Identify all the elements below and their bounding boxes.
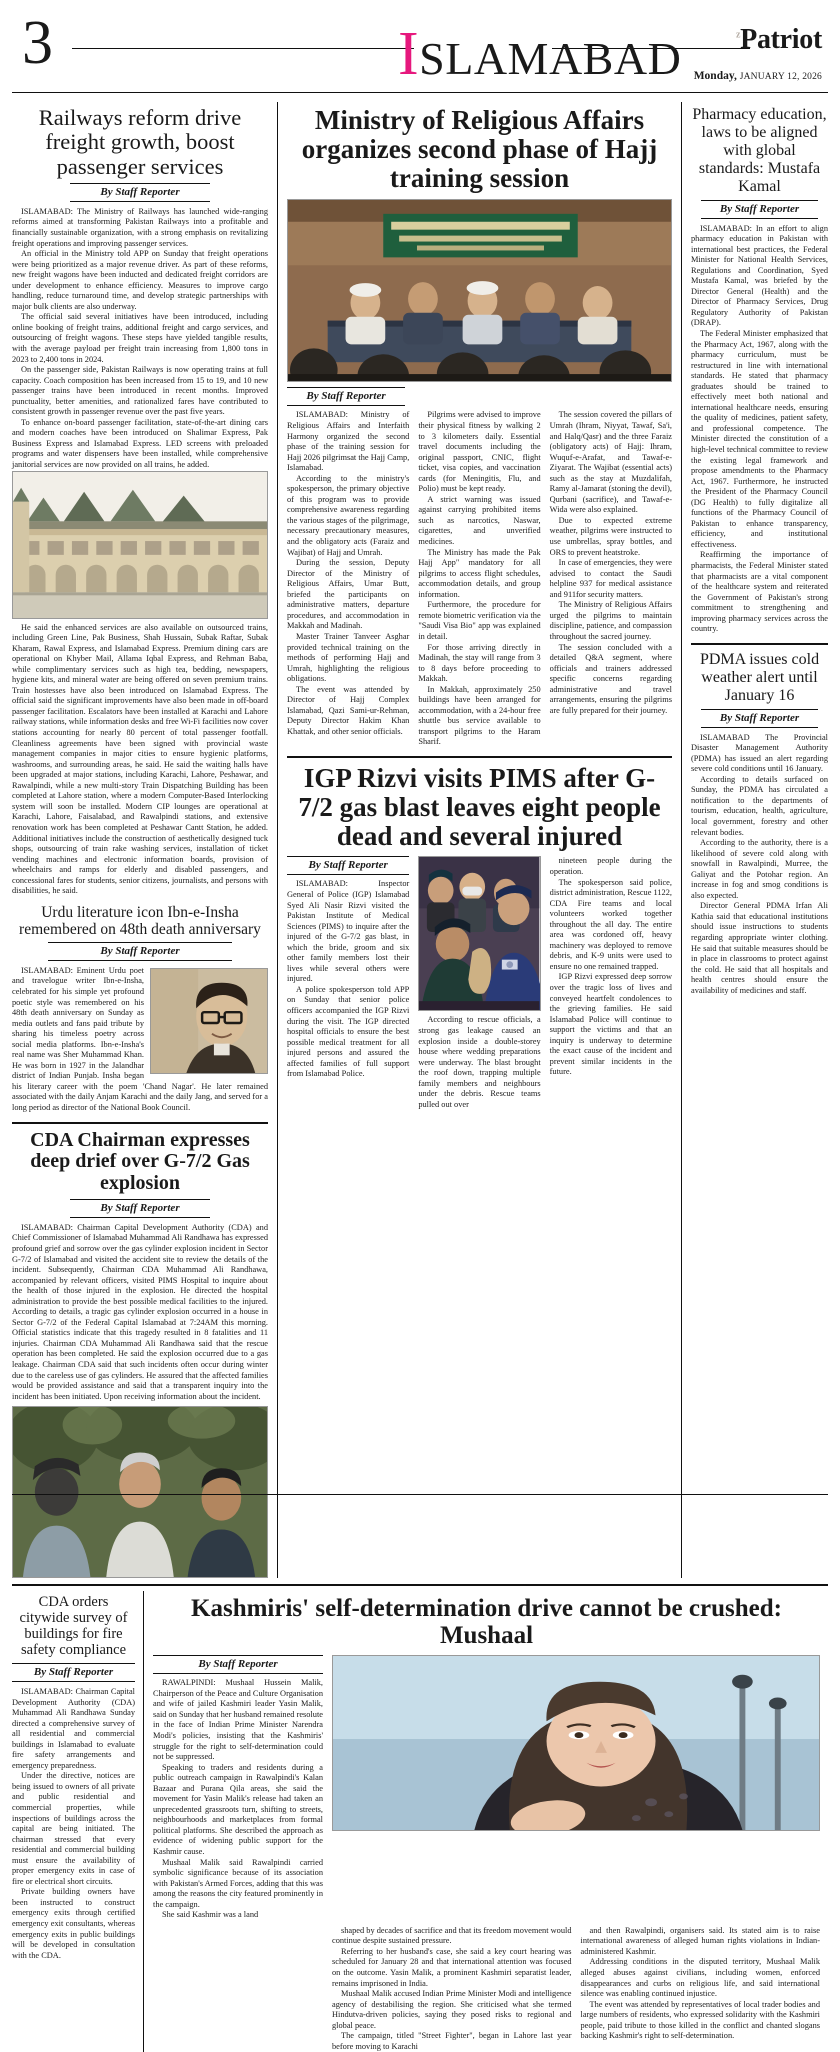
section-title-rest: SLAMABAD <box>419 33 682 84</box>
article-kashmir-spacer <box>153 1926 323 2052</box>
article-igp-col2-wrap <box>418 856 540 1110</box>
paragraph: ISLAMABAD: Ministry of Religious Affairs and Interfaith Harmony organized the second phase of the training session for Hajj 2026 pilgrimsat the Hajj Camp, Islamabad. <box>287 410 410 473</box>
paragraph: According to the ministry's spokesperson, the primary objective of this program was to provide comprehensive awareness regarding the various stages of the pilgrimage, necessary precautionary measures, and the obligatory acts (Faraiz and Wajibat) of Hajj and Umrah. <box>287 473 410 557</box>
article-kashmir-bottom <box>153 1926 820 2052</box>
paragraph: On the passenger side, Pakistan Railways is now operating trains at full capacity. Coach composition has been increased from 15 to 19, and 10 new passenger trains have been introduced in recent months. Improved punctuality, better amenities, and rationalized fares have contributed to consistent growth in passenger revenue over the past five years. <box>12 365 268 417</box>
article-kashmir-col2 <box>332 1926 572 2052</box>
paragraph: According to details surfaced on Sunday, the PDMA has circulated a notification to the departments of tourism, education, health, agriculture, local government, forestry and other relevant bodies. <box>691 774 828 837</box>
paragraph: A police spokesperson told APP on Sunday that senior police officers accompanied the IGP Rizvi during the visit. The IGP directed hospital officials to ensure the best possible medical treatment for all injured persons and assured the affected families of full support from Islamabad Police. <box>287 984 410 1079</box>
article-insha-body <box>12 966 268 1114</box>
paragraph: The campaign, titled "Street Fighter", began in Lahore last year before moving to Karachi <box>332 2031 572 2051</box>
paragraph: According to the authority, there is a likelihood of severe cold along with snowfall in Rawalpindi, Murree, the Galiyat and the Potohar region. An increase in fog and smog conditions is also expected. <box>691 838 828 900</box>
column-right <box>682 102 828 1578</box>
dateline <box>694 70 822 82</box>
paragraph: ISLAMABAD The Provincial Disaster Management Authority (PDMA) has issued an alert regarding severe cold conditions until 16 January. <box>691 732 828 774</box>
article-insha <box>12 904 268 1114</box>
masthead <box>12 9 828 96</box>
paragraph: nineteen people during the operation. <box>549 856 672 876</box>
article-insha-headline: Urdu literature icon Ibn-e-Insha remembered on 48th death anniversary <box>19 903 261 938</box>
dateline-day: Monday, <box>693 70 737 82</box>
section-title-initial: I <box>398 20 420 88</box>
paragraph: The Ministry of Religious Affairs urged the pilgrims to maintain discipline, patience, and compassion throughout the sacred journey. <box>549 600 672 641</box>
paragraph: To enhance on-board passenger facilitation, state-of-the-art dining cars and modern coaches have been introduced on Shalimar Express, Pak Business Express and Islamabad Express. LED screens with preloaded programs and water dispensers have been installed, while comprehensive janitorial services are now provided on all trains, he added. <box>12 417 268 470</box>
article-cda-survey <box>12 1591 144 2052</box>
article-pharmacy-byline: By Staff Reporter <box>701 200 819 219</box>
brand-accent-mark: z <box>736 29 741 41</box>
paragraph: ISLAMABAD: The Ministry of Railways has launched wide-ranging reforms aimed at transforming Pakistan Railways into a profitable and financially sustainable organization, with a strong emphasis on revitalizing freight operations and improving passenger services. <box>12 206 268 248</box>
paragraph: RAWALPINDI: Mushaal Hussein Malik, Chairperson of the Peace and Culture Organisation and wife of jailed Kashmiri leader Yasin Malik, said on Sunday that her husband remained resolute in the face of Indian Prime Minister Narendra Modi's policies, insisting that the Kashmiris' struggle for the right to self-determination could not be suppressed. <box>153 1678 323 1762</box>
paragraph: Director General PDMA Irfan Ali Kathia said that educational institutions should issue instructions to students regarding appropriate winter clothing. He said that suitable measures should be in place in classrooms to protect against the cold. He said that all hospitals and health centres should ensure the availability of medicines and staff. <box>691 901 828 995</box>
paragraph: During the session, Deputy Director of the Ministry of Religious Affairs, Umar Butt, briefed the participants on administrative matters, departure procedures, and accommodation in Makkah and Madinah. <box>287 558 410 631</box>
paragraph: and then Rawalpindi, organisers said. Its stated aim is to raise international awareness of alleged human rights violations in Indian-administered Kashmir. <box>580 1925 820 1956</box>
paragraph: For those arriving directly in Madinah, the stay will range from 3 to 8 days before proceeding to Makkah. <box>418 642 541 684</box>
paragraph: Mushaal Malik said Rawalpindi carried symbolic significance because of its association with Pakistan's Armed Forces, adding that this was among the reasons the city featured prominently in the campaign. <box>153 1857 323 1909</box>
article-pdma-byline: By Staff Reporter <box>701 709 819 728</box>
article-igp-col2 <box>418 1015 540 1110</box>
paragraph: According to rescue officials, a strong gas leakage caused an explosion inside a double-storey house where wedding preparations were underway. The blast brought the roof down, trapping multiple family members and neighbours under the debris. Rescue teams pulled out over <box>418 1015 541 1109</box>
article-igp-headline: IGP Rizvi visits PIMS after G-7/2 gas blast leaves eight people dead and several injured <box>298 762 661 852</box>
paragraph: Due to expected extreme weather, pilgrims were instructed to use umbrellas, spray bottles, and ORS to prevent heatstroke. <box>549 515 672 557</box>
article-igp-col1-wrap <box>287 856 409 1110</box>
paragraph: ISLAMABAD: Inspector General of Police (IGP) Islamabad Syed Ali Nasir Rizvi visited the Pakistan Institute of Medical Sciences (PIMS) to inquire after the injured of the G-7/2 gas blast, in which the bride, groom and six other family members lost their lives while several others were injured. <box>287 879 410 984</box>
column-middle <box>278 102 682 1578</box>
article-pdma <box>691 643 828 996</box>
article-insha-byline: By Staff Reporter <box>48 942 232 961</box>
main-columns <box>12 102 828 1578</box>
article-cda-survey-headline: CDA orders citywide survey of buildings for fire safety compliance <box>19 1594 128 1659</box>
paragraph: The event was attended by representatives of local trader bodies and large numbers of residents, who expressed solidarity with the Kashmiri people, paid tribute to those killed in the conflict and chanted slogans backing Kashmir's right to self-determination. <box>580 1999 820 2041</box>
paragraph: ISLAMABAD: Chairman Capital Development Authority (CDA) Muhammad Ali Randhawa Sunday directed a comprehensive survey of all residential and commercial buildings in Islamabad to evaluate fire safety arrangements and emergency preparedness. <box>12 1686 135 1770</box>
article-kashmir-col1-wrap <box>153 1655 323 1921</box>
paragraph: Furthermore, the procedure for remote biometric verification via the "Saudi Visa Bio" app was explained in detail. <box>418 600 541 641</box>
article-cda-chairman-body <box>12 1223 268 1402</box>
paragraph: The Ministry has made the Pak Hajj App" mandatory for all pilgrims to access flight schedules, accommodation details, and group information. <box>418 547 541 599</box>
bottom-section-divider <box>12 1584 828 1586</box>
paragraph: shaped by decades of sacrifice and that its freedom movement would continue despite sustained pressure. <box>332 1925 572 1946</box>
paragraph: Speaking to traders and residents during a public outreach campaign in Rawalpindi's Kalan Bazaar and Purana Qila areas, she said the movement for Yasin Malik's release had taken an unprecedented grassroots turn, shifting to streets, neighbourhoods and marketplaces from formal political platforms. She described the approach as evidence of widening public support for the Kashmir cause. <box>153 1762 323 1856</box>
paragraph: Private building owners have been instructed to construct emergency exits through certified emergency exit consultants, whereas emergency exits in public buildings will be developed in consultation with the CDA. <box>12 1887 135 1960</box>
column-left <box>12 102 278 1578</box>
article-kashmir-byline: By Staff Reporter <box>153 1655 323 1674</box>
article-kashmir-right-wrap <box>332 1655 820 1921</box>
paragraph: ISLAMABAD: In an effort to align pharmacy education in Pakistan with international best practices, the Federal Minister for National Health Services, Regulations and Coordination, Syed Mustafa Kamal, was briefed by the Director General (Health) and the Director of Pharmacy Services, Drug Regulatory Authority of Pakistan (DRAP). <box>691 223 828 328</box>
article-railways-byline: By Staff Reporter <box>70 183 211 202</box>
paragraph: He said the enhanced services are also available on outsourced trains, including Green Line, Pak Business, Shah Hussain, Subak Raftar, Subak Kharam, Rawal Express, and Islamabad Express. Premium dining cars are operational on Khyber Mail, Allama Iqbal Express, and Rehman Baba, while complimentary services such as high tea, bedding, newspapers, hygiene kits, and mineral water are being offered on seven premium trains. Train hostesses have also been introduced on Islamabad Express. The official said the significant improvements have also been made in off-board passenger facilitation. Escalators have been installed at Karachi and Lahore railway stations, while information desks and free Wi-Fi facilities now cover stations accounting for nearly 80 percent of total passenger footfall. Cleanliness agreements have been signed with provincial waste management companies in major cities to ensure hygienic platforms, washrooms, and surrounding areas, he said. He said the waiting halls have been upgraded at major stations, including Karachi, Lahore, Peshawar, and Rawalpindi, while a new multi-story Train Dispatching Building has been completed at Lahore station, where a modern Computer-Based Interlocking system will soon be installed. Modern CIP lounges are operational at Karachi, Lahore, Faisalabad, and Rawalpindi stations, and extensive renovation work has been completed at Peshawar Cantt Station, he added. Additional initiatives include the construction of aesthetically designed tuck shops, outsourcing of train rake washing services, installation of ticket vending machines and electronic information boards, provision of wheelchairs and ramps for elderly and disabled passengers, and concessional fares for students, senior citizens, journalists, and persons with disabilities, he said. <box>12 622 269 896</box>
article-railways <box>12 106 268 897</box>
igp-hospital-visit-photo <box>418 856 540 1011</box>
article-hajj-body <box>287 410 672 748</box>
article-igp-body <box>287 856 672 1110</box>
paragraph: ISLAMABAD: Chairman Capital Development Authority (CDA) and Chief Commissioner of Islamabad Muhammad Ali Randhawa has expressed profound grief and sorrow over the gas cylinder explosion incident in Sector G-7/2 of Islamabad and visited the accident site to review the details of the incident. Subsequently, Chairman CDA Muhammad Ali Randhawa, accompanied by relevant officers, visited PIMS Hospital to inquire about the health of those injured in the explosion. He directed the hospital administration to provide the best possible medical facilities to the injured. According to details, a tragic gas cylinder explosion occurred in a house in Sector G-7/2 of the Federal Capital Islamabad at 7:24AM this morning. Official statistics indicate that this tragedy resulted in 8 fatalities and 11 injuries. Chairman CDA Muhammad Ali Randhawa said that the rescue operation has been completed. He said the explosion occurred due to a gas leakage. Chairman CDA said that such incidents often occur during winter due to the careless use of gas cylinders. He assured that the affected families would be provided assistance and said that a transparent inquiry into the incident has been initiated. Upon receiving information about the incident. <box>12 1222 268 1401</box>
section-divider <box>12 1122 268 1124</box>
article-railways-body <box>12 207 268 471</box>
paragraph: The event was attended by Director of Hajj Complex Islamabad, Qazi Sami-ur-Rehman, Deputy Director Hakim Khan Khattak, and other senior officials. <box>287 684 410 736</box>
article-pharmacy <box>691 106 828 635</box>
article-hajj-col3 <box>550 410 672 748</box>
article-hajj <box>287 106 672 748</box>
paragraph: The spokesperson said police, district administration, Rescue 1122, CDA Fire teams and local volunteers worked together throughout the all day. The entire area was cordoned off, heavy machinery was deployed to remove debris, and K-9 units were used to ensure no one remained trapped. <box>549 877 672 971</box>
paragraph: Reaffirming the importance of pharmacists, the Federal Minister stated that pharmacists are a vital component of the healthcare system and reiterated the Government of Pakistan's strong commitment to strengthening and improving pharmacy services across the country. <box>691 550 828 634</box>
page-bottom-rule <box>12 1494 828 1495</box>
article-cda-chairman-headline: CDA Chairman expresses deep drief over G-7/2 Gas explosion <box>30 1128 250 1195</box>
article-hajj-col1 <box>287 410 409 748</box>
paragraph: In case of emergencies, they were advised to contact the Saudi helpline 937 for medical assistance and 911for security matters. <box>549 558 672 599</box>
paragraph: Pilgrims were advised to improve their physical fitness by walking 2 to 3 kilometers daily. Essential travel documents including the original passport, CNIC, flight ticket, visa copies, and vaccination cards (for Meningitis, Flu, and Polio) must be kept ready. <box>418 410 541 494</box>
portrait-illustration <box>151 969 267 1073</box>
paragraph: Addressing conditions in the disputed territory, Mushaal Malik alleged abuses against civilians, including women, enforced disappearances and curbs on religious life, and said international silence was enabling continued injustice. <box>580 1957 820 1999</box>
article-hajj-col2 <box>418 410 540 748</box>
cda-site-visit-photo <box>12 1406 268 1578</box>
article-kashmir-col3 <box>581 1926 821 2052</box>
article-pharmacy-body <box>691 224 828 635</box>
article-cda-chairman <box>12 1122 268 1579</box>
article-kashmir-col1 <box>153 1678 323 1921</box>
article-railways-headline: Railways reform drive freight growth, boost passenger services <box>38 105 242 179</box>
publication-brand <box>736 24 822 56</box>
hajj-training-session-photo <box>287 199 672 382</box>
brand-name: Patriot <box>740 24 822 55</box>
paragraph: The official said several initiatives have been introduced, including online booking of freight trains, additional freight and cargo services, and outsourcing of freight wagons. These steps have yielded tangible results, with the average payload per freight train increasing from 1,800 tons in 2023 to 2,400 tons in 2024. <box>12 312 268 364</box>
article-cda-survey-byline: By Staff Reporter <box>12 1663 135 1682</box>
article-igp-byline: By Staff Reporter <box>287 856 409 875</box>
paragraph: Under the directive, notices are being issued to owners of all private and public residential and commercial properties, while inspections of buildings across the capital are being initiated. The chairman stressed that every residential and commercial building must ensure the availability of proper emergency exits in case of fire or electrical short circuits. <box>12 1771 135 1886</box>
mushaal-portrait-illustration <box>333 1656 819 1830</box>
paragraph: She said Kashmir was a land <box>162 1910 259 1920</box>
article-igp <box>287 756 672 1110</box>
masthead-bottom-rule <box>12 92 828 93</box>
article-hajj-byline: By Staff Reporter <box>287 387 405 406</box>
article-cda-survey-body <box>12 1687 135 1961</box>
article-pdma-headline: PDMA issues cold weather alert until January 16 <box>699 650 820 704</box>
training-session-illustration <box>288 200 671 381</box>
paragraph: ISLAMABAD: Eminent Urdu poet and travelogue writer Ibn-e-Insha, celebrated for his simple yet profound poetic style was remembered on his 48th death anniversary on Sunday as media outlets and fans paid tribute by sharing his timeless poetry across social media platforms. Ibn-e-Insha's real name was Sher Muhammad Khan. He was born in 1927 in the Jalandhar district of Indian Punjab. Insha began his literary career with the poem 'Chand Nagar'. He later remained associated with the daily Anjam Karachi and the daily Jang, and served for a long period as director of the National Book Council. <box>12 965 268 1112</box>
section-divider <box>287 756 672 758</box>
paragraph: The session covered the pillars of Umrah (Ihram, Niyyat, Tawaf, Sa'i, and Halq/Qasr) and the three Faraiz (obligatory acts) of Hajj: Ihram, Wuquf-e-Arafat, and Tawaf-e-Ziyarat. The Wajibat (essential acts) such as the stay at Muzdalifah, Ramy al-Jamarat (stoning the devil), Qurbani (sacrifice), and Tawaf-e-Wida were also explained. <box>549 410 672 515</box>
paragraph: A strict warning was issued against carrying prohibited items such as narcotics, Naswar, cigarettes, and unverified medicines. <box>418 494 541 547</box>
dateline-date: JANUARY 12, 2026 <box>739 72 822 82</box>
article-igp-col3 <box>550 856 672 1110</box>
article-igp-col1 <box>287 879 409 1079</box>
article-kashmir-headline: Kashmiris' self-determination drive cannot be crushed: Mushaal <box>191 1595 782 1650</box>
masthead-rule-left <box>72 48 414 49</box>
site-visit-illustration <box>13 1407 267 1577</box>
paragraph: In Makkah, approximately 250 buildings have been arranged for accommodation, with a 24-hour free shuttle bus service available to transport pilgrims to the Haram Sharif. <box>418 684 541 747</box>
bottom-columns <box>12 1591 828 2052</box>
paragraph: IGP Rizvi expressed deep sorrow over the tragic loss of lives and conveyed heartfelt condolences to the grieving families. He said Islamabad Police will continue to support the victims and that an inquiry is underway to determine the exact cause of the incident and prevent similar incidents in the future. <box>549 972 672 1077</box>
mushaal-hussein-malik-photo <box>332 1655 820 1831</box>
railway-station-illustration <box>13 472 267 618</box>
paragraph: An official in the Ministry told APP on Sunday that freight operations were being prioritized as a major revenue driver. As part of these reforms, new freight wagons have been inducted and dedicated freight corridors are under development to enhance efficiency. Measures to improve cargo handling, reduce turnaround time, and develop strategic partnerships with major bulk clients are also underway. <box>12 249 268 311</box>
article-kashmir <box>144 1591 820 2052</box>
article-pharmacy-headline: Pharmacy education, laws to be aligned with global standards: Mustafa Kamal <box>692 106 827 195</box>
paragraph: Mushaal Malik accused Indian Prime Minister Modi and intelligence agency of destabilising the region. She criticised what she termed Hindutva-driven policies, saying they posed risks to regional and global peace. <box>332 1989 572 2030</box>
page-title <box>398 20 682 88</box>
railway-station-photo <box>12 471 268 619</box>
article-kashmir-top <box>153 1655 820 1921</box>
page-folio-number: 3 <box>22 9 53 77</box>
article-pdma-body <box>691 733 828 997</box>
section-divider <box>691 643 828 645</box>
article-cda-chairman-byline: By Staff Reporter <box>70 1199 211 1218</box>
paragraph: The Federal Minister emphasized that the Pharmacy Act, 1967, along with the pharmacy curriculum, must be restructured in line with international standards. He stated that pharmacy graduates should be trained to effectively meet both national and international healthcare needs, ensuring the quality of medicines, patient safety, and professional competence. The Minister directed the constitution of a high-level technical committee to review the existing legal framework and propose amendments to the Pharmacy Act, 1967. Furthermore, he instructed the President of the Pharmacy Council (DG Health) to fully digitalize all functions of the Pharmacy Council of Pakistan to enhance transparency, efficiency, and institutional effectiveness. <box>691 329 828 549</box>
hospital-visit-illustration <box>419 857 539 1010</box>
paragraph: The session concluded with a detailed Q&A segment, where officials and trainers addressed specific concerns regarding administrative and travel arrangements, ensuring the pilgrims are fully prepared for their journey. <box>549 642 672 715</box>
article-railways-body-continued <box>12 623 268 897</box>
paragraph: Referring to her husband's case, she said a key court hearing was scheduled for January 28 and that international attention was focused on the outcome. Yasin Malik, a prominent Kashmiri separatist leader, remains imprisoned in India. <box>332 1946 572 1988</box>
paragraph: Master Trainer Tanveer Asghar provided technical training on the methods of performing Hajj and Umrah, highlighting the religious obligations. <box>287 631 410 684</box>
ibn-e-insha-portrait <box>150 968 268 1074</box>
article-hajj-headline: Ministry of Religious Affairs organizes second phase of Hajj training session <box>301 105 658 194</box>
